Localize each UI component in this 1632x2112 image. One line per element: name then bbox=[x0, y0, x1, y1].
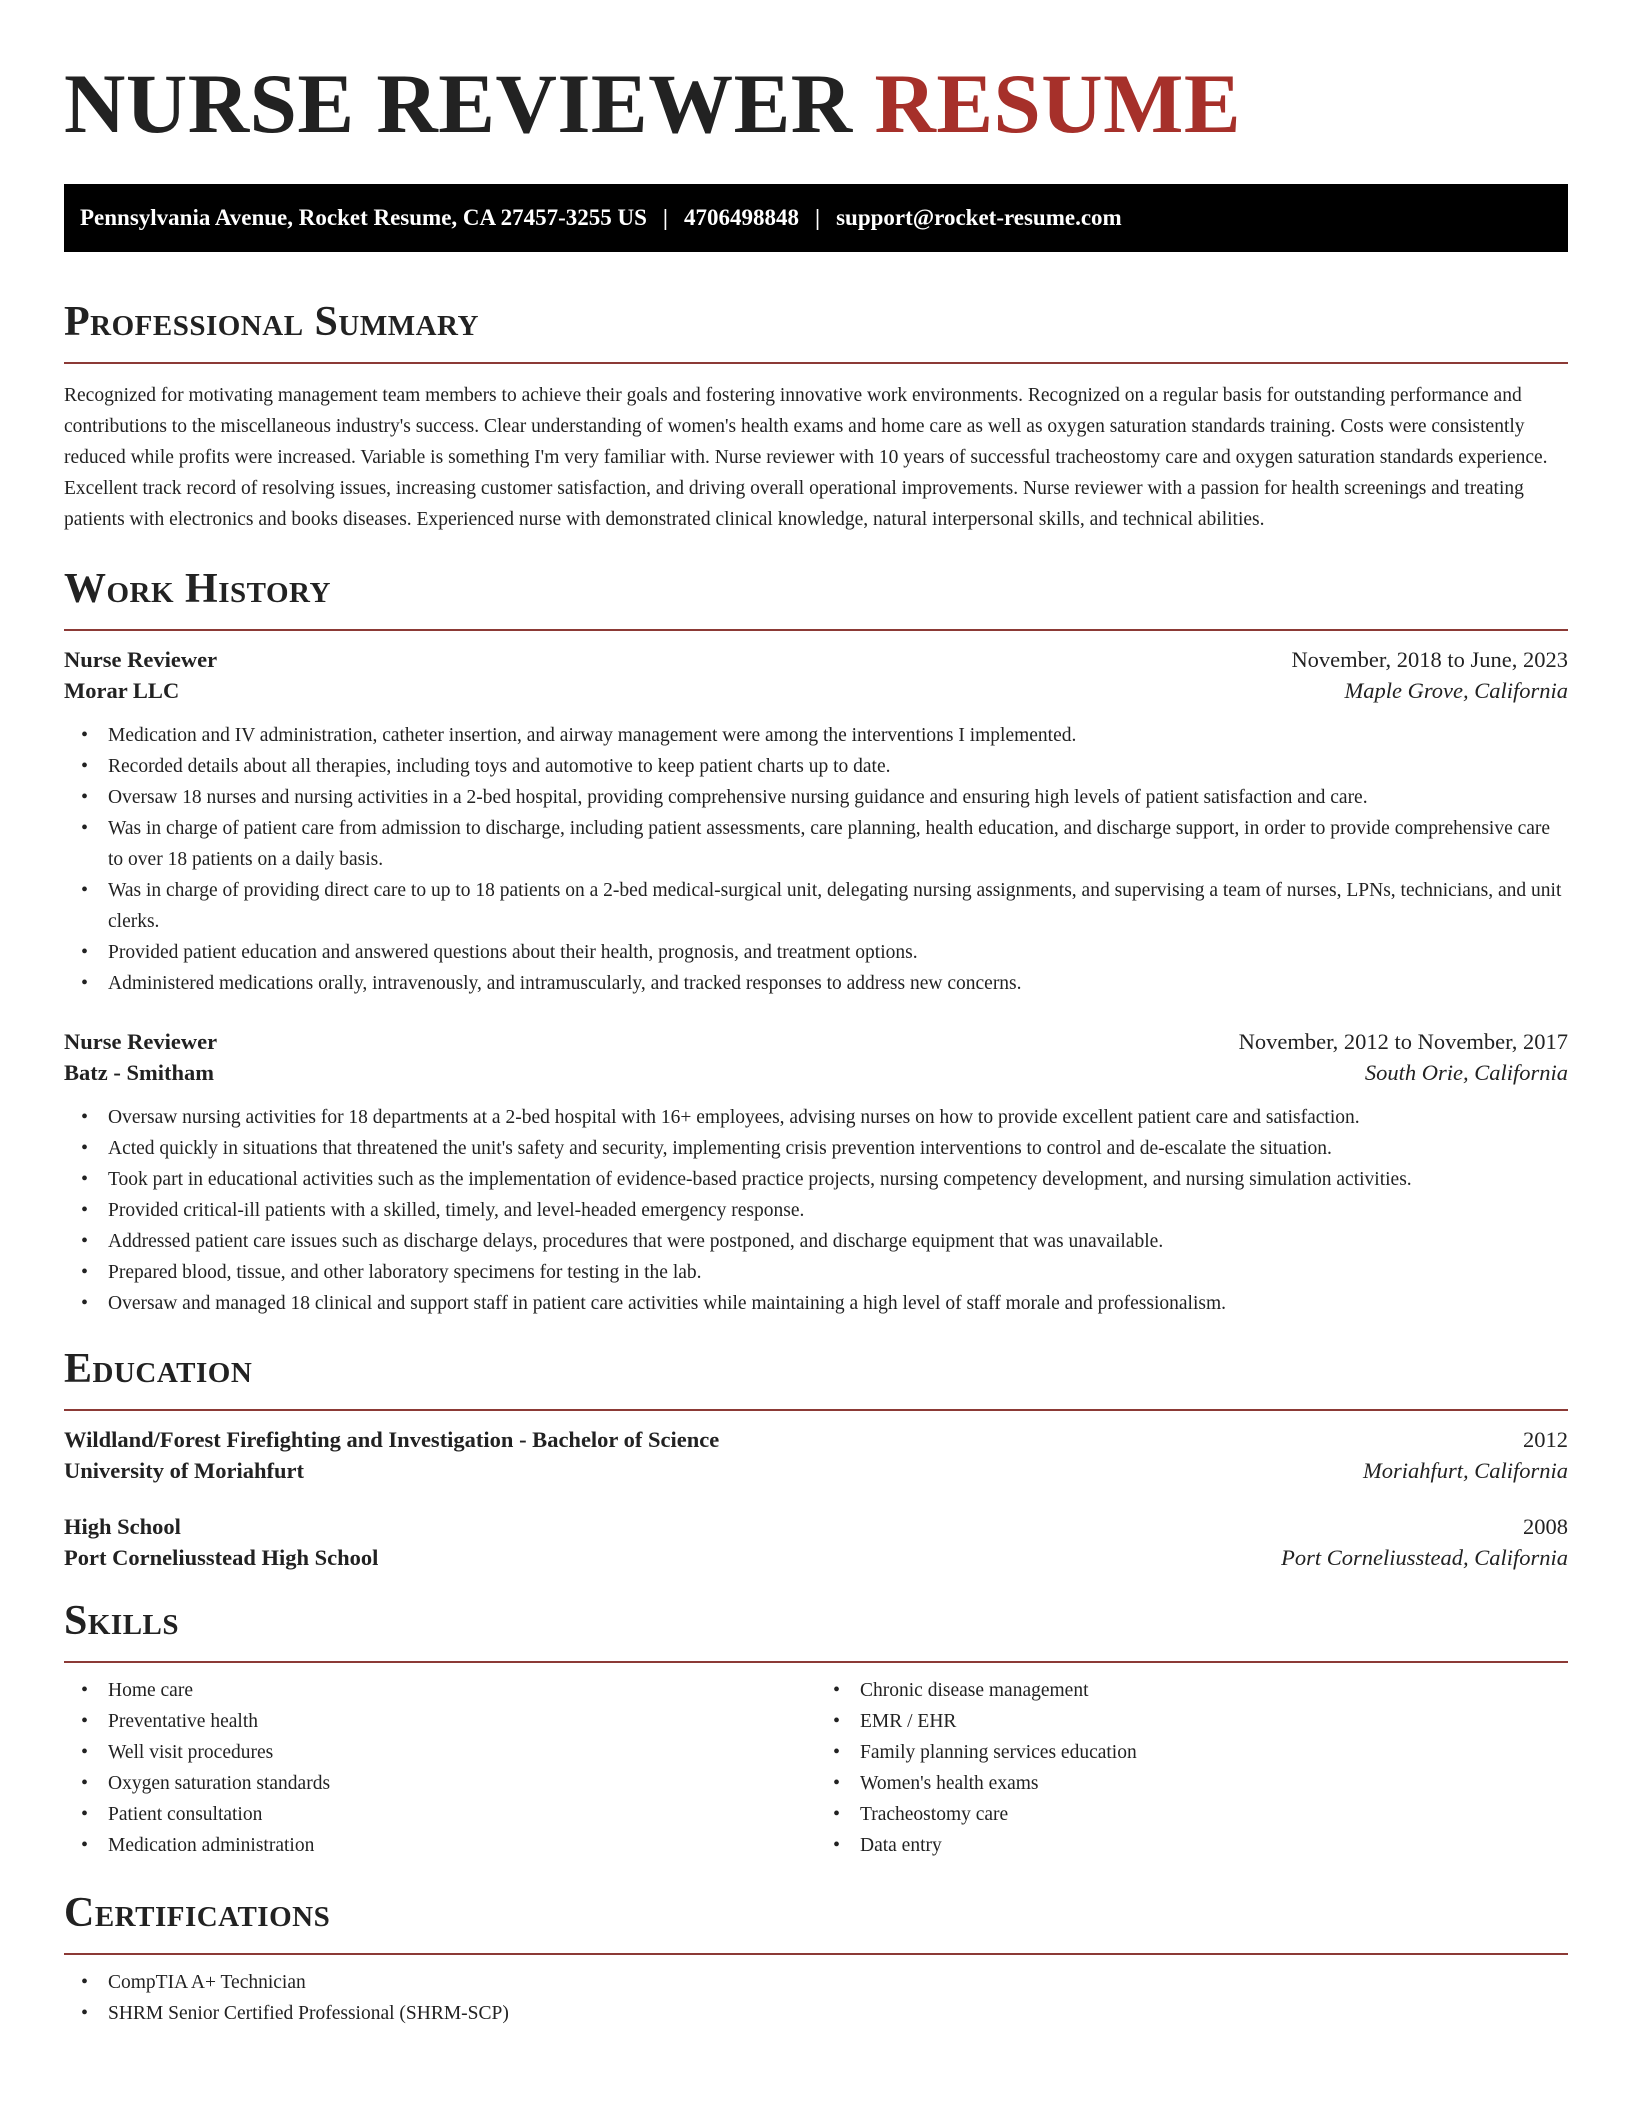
job-title: Nurse Reviewer bbox=[64, 647, 218, 672]
job-bullet: • Addressed patient care issues such as discharge delays, procedures that were postponed, and discharge equipment that was unavailable. bbox=[108, 1226, 1568, 1257]
education-school-row bbox=[64, 1458, 1568, 1484]
job-dates: November, 2012 to November, 2017 bbox=[1238, 1029, 1568, 1054]
education-entry bbox=[64, 1427, 1568, 1484]
contact-phone[interactable]: 4706498848 bbox=[684, 205, 799, 230]
work-history-section bbox=[64, 565, 1568, 1319]
job-bullet: • Was in charge of patient care from admission to discharge, including patient assessments, care planning, health education, and discharge support, in order to provide comprehensive care to over 18 patients on a daily basis. bbox=[108, 813, 1568, 875]
job-bullet: • Administered medications orally, intravenously, and intramuscularly, and tracked responses to address new concerns. bbox=[108, 968, 1568, 999]
skill-item: • Tracheostomy care bbox=[860, 1799, 1568, 1830]
education-location: Moriahfurt, California bbox=[1362, 1458, 1568, 1483]
education-degree: Wildland/Forest Firefighting and Investigation - Bachelor of Science bbox=[64, 1427, 720, 1452]
job-bullet: • Recorded details about all therapies, including toys and automotive to keep patient charts up to date. bbox=[108, 751, 1568, 782]
job-bullets bbox=[64, 720, 1568, 999]
section-divider bbox=[64, 1661, 1568, 1663]
contact-email[interactable]: support@rocket-resume.com bbox=[836, 205, 1122, 230]
section-divider bbox=[64, 362, 1568, 364]
job-bullet: • Oversaw and managed 18 clinical and support staff in patient care activities while maintaining a high level of staff morale and professionalism. bbox=[108, 1288, 1568, 1319]
job-bullet: • Prepared blood, tissue, and other laboratory specimens for testing in the lab. bbox=[108, 1257, 1568, 1288]
skills-list-left bbox=[64, 1675, 816, 1861]
skills-columns bbox=[64, 1675, 1568, 1861]
skills-section bbox=[64, 1597, 1568, 1861]
education-entry bbox=[64, 1514, 1568, 1571]
job-company: Morar LLC bbox=[64, 678, 180, 703]
resume-title bbox=[64, 58, 1568, 150]
job-entry bbox=[64, 1029, 1568, 1319]
job-company: Batz - Smitham bbox=[64, 1060, 214, 1085]
education-section bbox=[64, 1345, 1568, 1571]
education-school: University of Moriahfurt bbox=[64, 1458, 304, 1483]
skill-item: • Oxygen saturation standards bbox=[108, 1768, 816, 1799]
education-degree-row bbox=[64, 1514, 1568, 1540]
education-degree-row bbox=[64, 1427, 1568, 1453]
section-divider bbox=[64, 1953, 1568, 1955]
section-heading-certifications: Certifications bbox=[64, 1890, 331, 1936]
job-bullets bbox=[64, 1102, 1568, 1319]
resume-page bbox=[64, 0, 1568, 2029]
skills-list-right bbox=[816, 1675, 1568, 1861]
section-heading-skills: Skills bbox=[64, 1598, 180, 1644]
title-accent: RESUME bbox=[874, 57, 1242, 151]
job-location: Maple Grove, California bbox=[1344, 678, 1568, 703]
job-title: Nurse Reviewer bbox=[64, 1029, 218, 1054]
education-school: Port Corneliusstead High School bbox=[64, 1545, 379, 1570]
skill-item: • Chronic disease management bbox=[860, 1675, 1568, 1706]
certification-item: • SHRM Senior Certified Professional (SHRM-SCP) bbox=[108, 1998, 1568, 2029]
section-divider bbox=[64, 629, 1568, 631]
job-title-row bbox=[64, 1029, 1568, 1055]
job-entry bbox=[64, 647, 1568, 999]
skill-item: • Well visit procedures bbox=[108, 1737, 816, 1768]
skill-item: • Women's health exams bbox=[860, 1768, 1568, 1799]
job-company-row bbox=[64, 1060, 1568, 1086]
contact-bar bbox=[64, 184, 1568, 252]
job-bullet: • Was in charge of providing direct care to up to 18 patients on a 2-bed medical-surgical unit, delegating nursing assignments, and supervising a team of nurses, LPNs, technicians, and unit clerks. bbox=[108, 875, 1568, 937]
job-bullet: • Acted quickly in situations that threatened the unit's safety and security, implementing crisis prevention interventions to control and de-escalate the situation. bbox=[108, 1133, 1568, 1164]
skill-item: • Patient consultation bbox=[108, 1799, 816, 1830]
summary-text: Recognized for motivating management team members to achieve their goals and fostering innovative work environments. Recognized on a regular basis for outstanding performance and contributions to the miscellaneous industry's success. Clear understanding of women's health exams and home care as well as oxygen saturation standards training. Costs were consistently reduced while profits were increased. Variable is something I'm very familiar with. Nurse reviewer with 10 years of successful tracheostomy care and oxygen saturation standards experience. Excellent track record of resolving issues, increasing customer satisfaction, and driving overall operational improvements. Nurse reviewer with a passion for health screenings and treating patients with electronics and books diseases. Experienced nurse with demonstrated clinical knowledge, natural interpersonal skills, and technical abilities. bbox=[64, 385, 1548, 530]
summary-section bbox=[64, 298, 1568, 535]
skill-item: • Home care bbox=[108, 1675, 816, 1706]
contact-separator: | bbox=[662, 205, 668, 230]
section-heading-work: Work History bbox=[64, 566, 331, 612]
education-year: 2008 bbox=[1523, 1514, 1568, 1539]
education-year: 2012 bbox=[1523, 1427, 1568, 1452]
job-bullet: • Provided patient education and answered questions about their health, prognosis, and treatment options. bbox=[108, 937, 1568, 968]
certifications-list bbox=[64, 1967, 1568, 2029]
title-main: NURSE REVIEWER bbox=[64, 57, 853, 151]
section-heading-education: Education bbox=[64, 1346, 253, 1392]
contact-address: Pennsylvania Avenue, Rocket Resume, CA 27457-3255 US bbox=[80, 205, 647, 230]
section-divider bbox=[64, 1409, 1568, 1411]
certification-item: • CompTIA A+ Technician bbox=[108, 1967, 1568, 1998]
job-bullet: • Medication and IV administration, catheter insertion, and airway management were among the interventions I implemented. bbox=[108, 720, 1568, 751]
skill-item: • Medication administration bbox=[108, 1830, 816, 1861]
skill-item: • EMR / EHR bbox=[860, 1706, 1568, 1737]
job-bullet: • Took part in educational activities such as the implementation of evidence-based practice projects, nursing competency development, and nursing simulation activities. bbox=[108, 1164, 1568, 1195]
job-company-row bbox=[64, 678, 1568, 704]
skill-item: • Family planning services education bbox=[860, 1737, 1568, 1768]
skill-item: • Data entry bbox=[860, 1830, 1568, 1861]
skill-item: • Preventative health bbox=[108, 1706, 816, 1737]
job-bullet: • Oversaw nursing activities for 18 departments at a 2-bed hospital with 16+ employees, advising nurses on how to provide excellent patient care and satisfaction. bbox=[108, 1102, 1568, 1133]
job-location: South Orie, California bbox=[1364, 1060, 1568, 1085]
job-bullet: • Provided critical-ill patients with a skilled, timely, and level-headed emergency response. bbox=[108, 1195, 1568, 1226]
contact-separator: | bbox=[815, 205, 821, 230]
certifications-section bbox=[64, 1889, 1568, 2029]
job-bullet: • Oversaw 18 nurses and nursing activities in a 2-bed hospital, providing comprehensive nursing guidance and ensuring high levels of patient satisfaction and care. bbox=[108, 782, 1568, 813]
job-dates: November, 2018 to June, 2023 bbox=[1291, 647, 1568, 672]
job-title-row bbox=[64, 647, 1568, 673]
section-heading-summary: Professional Summary bbox=[64, 299, 479, 345]
education-degree: High School bbox=[64, 1514, 181, 1539]
education-location: Port Corneliusstead, California bbox=[1281, 1545, 1568, 1570]
education-school-row bbox=[64, 1545, 1568, 1571]
